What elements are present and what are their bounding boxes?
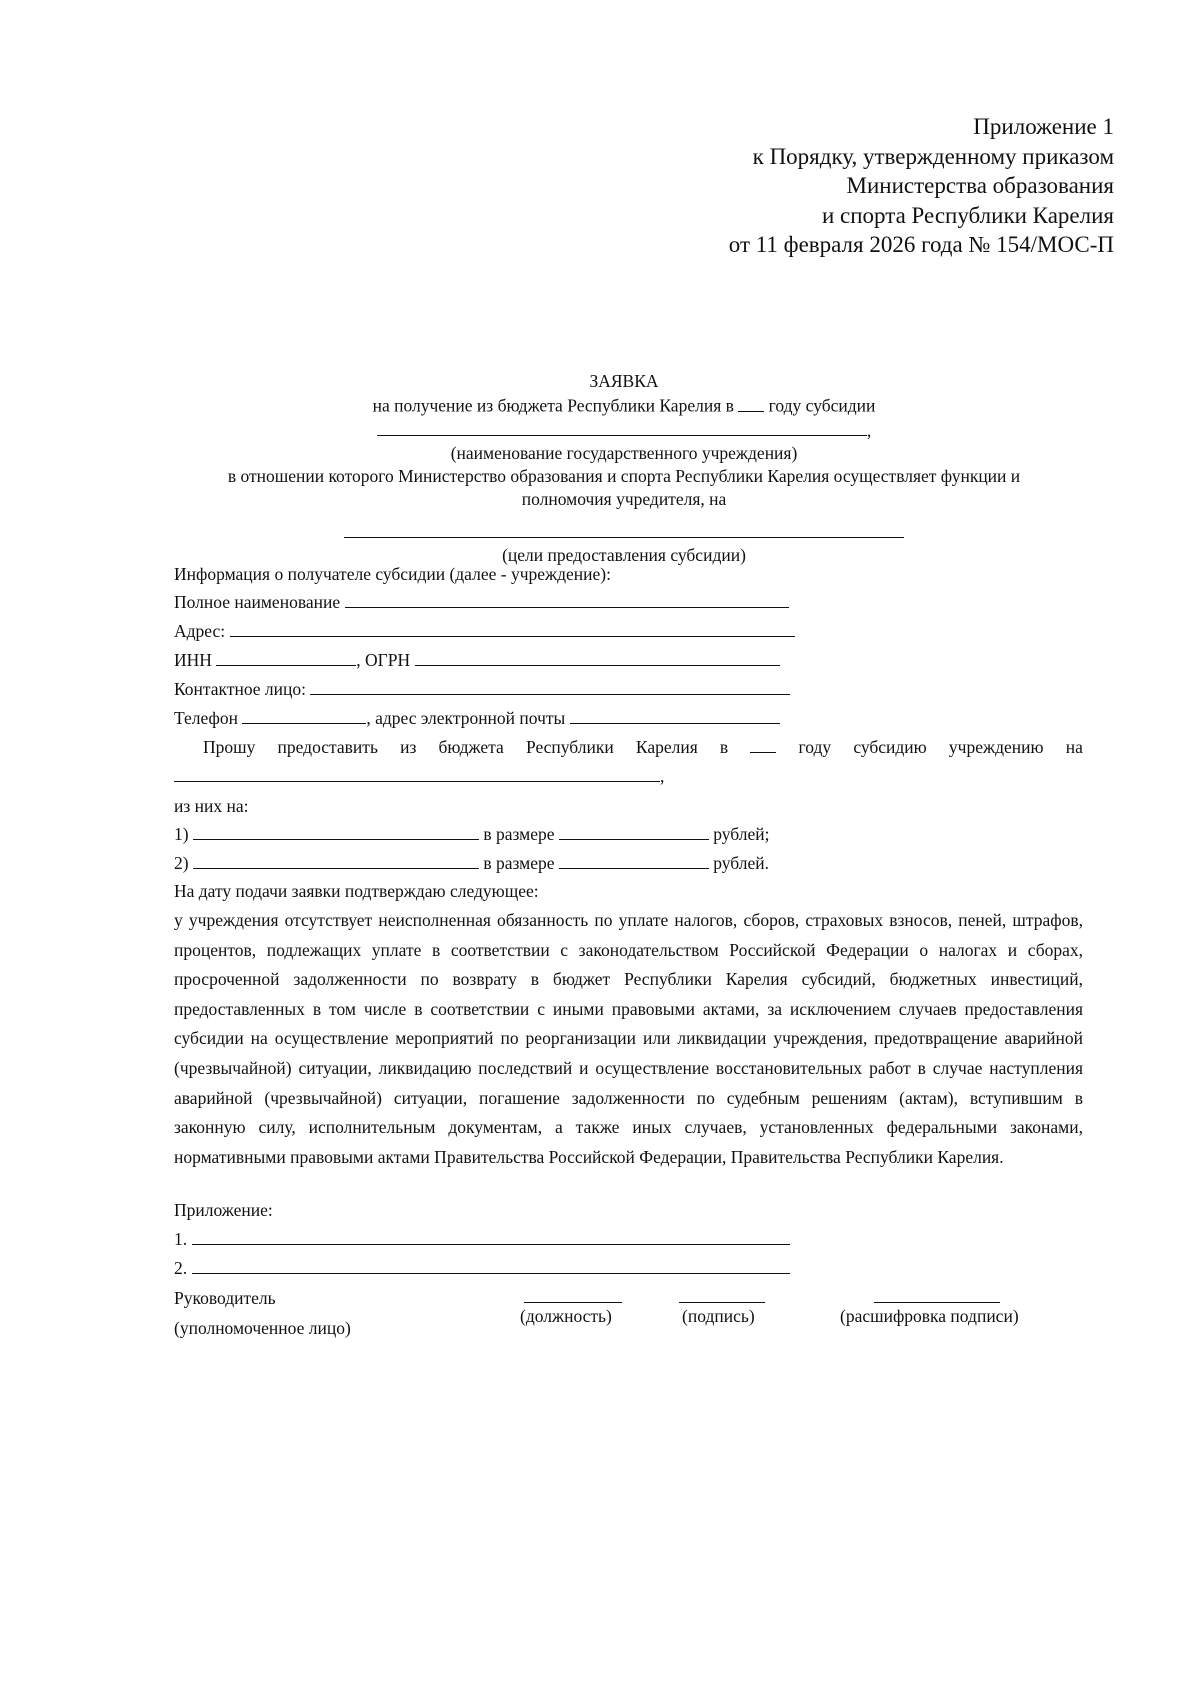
request-year-field[interactable] (750, 736, 776, 753)
signature-line[interactable] (679, 1302, 765, 1303)
subsidy-item-1: 1) в размере рублей; (174, 824, 770, 844)
inn-ogrn-row: ИНН , ОГРН (174, 649, 780, 671)
decoding-caption: (расшифровка подписи) (840, 1306, 1019, 1326)
address-row: Адрес: (174, 620, 795, 642)
subsidy-item-2-purpose[interactable] (193, 852, 479, 869)
address-field[interactable] (230, 620, 795, 637)
full-name-row: Полное наименование (174, 591, 789, 613)
ogrn-field[interactable] (415, 649, 780, 666)
subsidy-item-1-purpose[interactable] (193, 823, 479, 840)
recipient-intro: Информация о получателе субсидии (далее - учреждение): (174, 564, 611, 584)
no-debt-statement: у учреждения отсутствует неисполненная обязанность по уплате налогов, сборов, страховых взносов, пеней, штрафов, процентов, подлежащих уплате в соответствии с законодательством Российской Федерации о налогах и сборах, просроченной задолженности по возврату в бюджет Республики Карелия субсидий, бюджетных инвестиций, предоставленных в том числе в соответствии с иными правовыми актами, за исключением случаев предоставления субсидии на осуществление мероприятий по реорганизации или ликвидации учреждения, предотвращение аварийной (чрезвычайной) ситуации, ликвидацию последствий и осуществление восстановительных работ в случае наступления аварийной (чрезвычайной) ситуации, погашение задолженности по судебным решениям (актам), вступившим в законную силу, исполнительным документам, а также иных случаев, установленных федеральными законами, нормативными правовыми актами Правительства Российской Федерации, Правительства Республики Карелия. (174, 910, 1083, 1167)
subsidy-item-2: 2) в размере рублей. (174, 853, 770, 873)
org-name-blank-line[interactable]: , (176, 418, 1072, 443)
full-name-field[interactable] (345, 591, 789, 608)
org-name-caption: (наименование государственного учреждения) (450, 443, 798, 463)
appendix-line: к Порядку, утвержденному приказом (752, 143, 1114, 169)
appendix-line: Приложение 1 (973, 114, 1114, 139)
contact-person-field[interactable] (310, 678, 790, 695)
signature-authorized-label: (уполномоченное лицо) (174, 1318, 351, 1338)
phone-field[interactable] (242, 707, 366, 724)
confirmation-intro: На дату подачи заявки подтверждаю следующее: (174, 881, 539, 901)
appendix-header (729, 112, 1114, 260)
decoding-signature-line[interactable] (874, 1302, 1000, 1303)
signature-caption: (подпись) (682, 1306, 755, 1326)
subsidy-item-2-amount[interactable] (559, 852, 709, 869)
inn-field[interactable] (216, 649, 356, 666)
signature-head-label: Руководитель (174, 1288, 276, 1308)
phone-email-row: Телефон , адрес электронной почты (174, 707, 780, 729)
position-caption: (должность) (520, 1306, 612, 1326)
request-text: Прошу предоставить из бюджета Республики Карелия в году субсидию учреждению на (203, 737, 1083, 757)
document-title: ЗАЯВКА (589, 371, 659, 391)
attachment-1-field[interactable] (192, 1228, 790, 1245)
attachment-item-2: 2. (174, 1257, 790, 1279)
email-field[interactable] (570, 707, 780, 724)
purpose-blank-line[interactable] (176, 521, 1072, 544)
request-purpose-field[interactable] (174, 765, 660, 782)
year-blank[interactable] (738, 393, 764, 412)
contact-row: Контактное лицо: (174, 678, 790, 700)
attachment-item-1: 1. (174, 1228, 790, 1250)
of-which-label: из них на: (174, 796, 249, 816)
founder-text-line-2: полномочия учредителя, на (521, 489, 727, 509)
appendix-line: от 11 февраля 2026 года № 154/МОС-П (728, 232, 1114, 257)
founder-text-line-1: в отношении которого Министерство образования и спорта Республики Карелия осуществляет функции и (227, 466, 1021, 486)
appendix-line: Министерства образования (846, 173, 1114, 198)
document-subtitle: на получение из бюджета Республики Карелия в году субсидии (176, 393, 1072, 418)
attachment-2-field[interactable] (192, 1257, 790, 1274)
purpose-caption: (цели предоставления субсидии) (502, 545, 746, 565)
application-title-block (176, 370, 1072, 567)
request-purpose-row: , (174, 765, 664, 787)
attachments-label: Приложение: (174, 1200, 273, 1220)
position-signature-line[interactable] (524, 1302, 622, 1303)
appendix-line: и спорта Республики Карелия (821, 202, 1114, 228)
subsidy-item-1-amount[interactable] (559, 823, 709, 840)
